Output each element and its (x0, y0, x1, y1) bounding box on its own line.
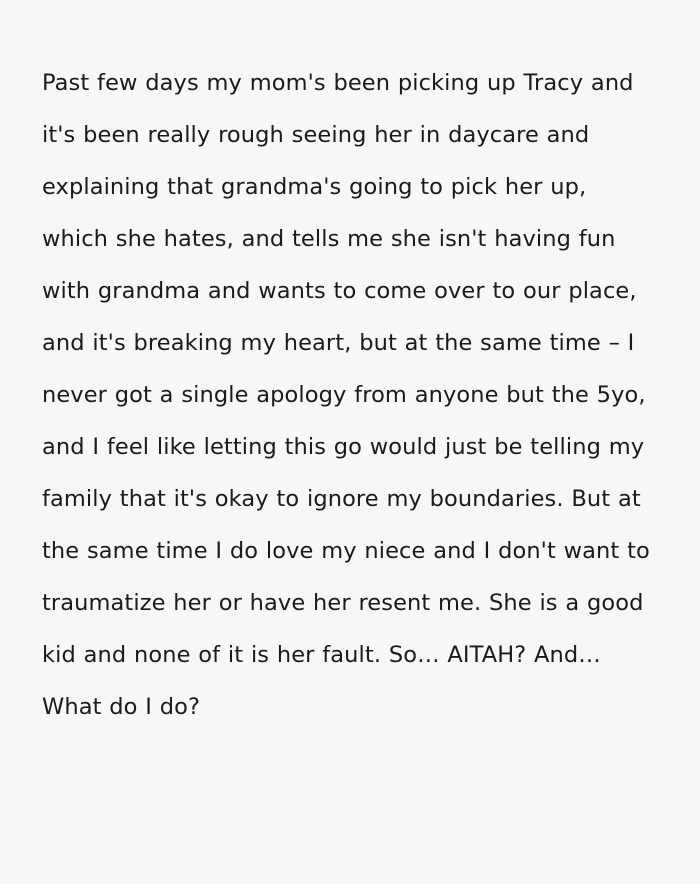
story-paragraph: Past few days my mom's been picking up Tracy and it's been really rough seeing her in daycare and explaining that grandma's going to pick her up, which she hates, and tells me she isn't having fun with grandma and wants to come over to our place, and it's breaking my heart, but at the same time – I never got a single apology from anyone but the 5yo, and I feel like letting this go would just be telling my family that it's okay to ignore my boundaries. But at the same time I do love my niece and I don't want to traumatize her or have her resent me. She is a good kid and none of it is her fault. So… AITAH? And… What do I do? (42, 69, 650, 720)
